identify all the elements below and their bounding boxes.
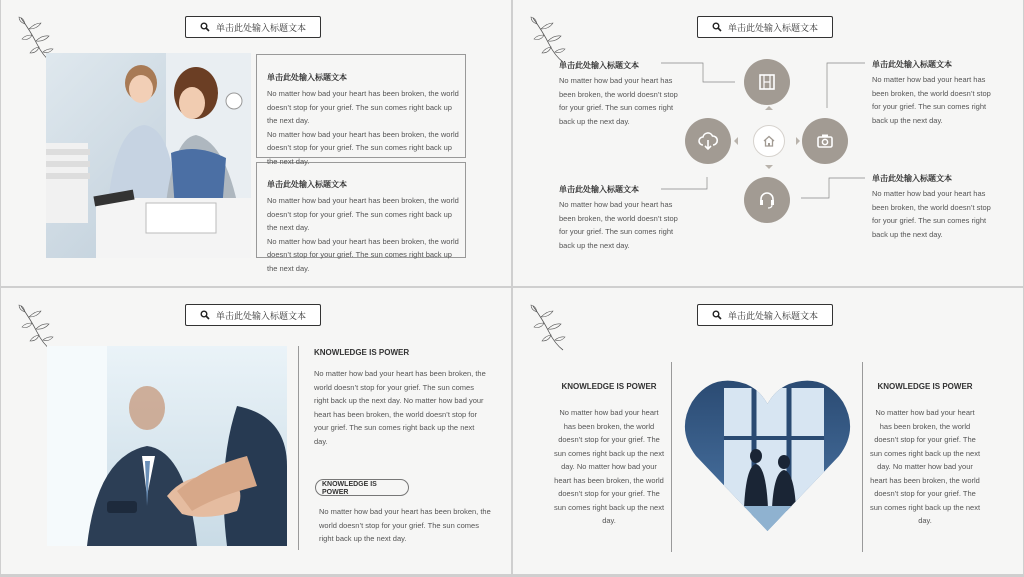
title-text: 单击此处输入标题文本: [215, 310, 306, 321]
text-block-2: [267, 179, 463, 275]
search-icon: [200, 22, 210, 32]
block-body: No matter how bad your heart has been broken, the world doesn’t stop for your grief. The sun comes right back up the next day.: [559, 76, 678, 126]
block-heading: 单击此处输入标题文本: [267, 73, 347, 82]
slide-4[interactable]: [513, 288, 1023, 574]
block-body: No matter how bad your heart has been broken, the world doesn’t stop for your grief. The sun comes right back up the next day. No matter how bad your heart has been broken, the world doesn’t stop for your grief. The sun comes right back up the next day.: [553, 408, 665, 525]
search-icon: [712, 310, 722, 320]
divider-line-left: [671, 362, 672, 552]
title-placeholder-button[interactable]: [185, 304, 321, 326]
slide-1[interactable]: [1, 0, 511, 286]
block-body: No matter how bad your heart has been broken, the world doesn’t stop for your grief. The sun comes right back up the next day.: [267, 89, 459, 125]
handshake-photo: [47, 346, 287, 546]
block-heading: 单击此处输入标题文本: [872, 60, 952, 69]
home-icon: [762, 134, 776, 148]
pill-label: KNOWLEDGE IS POWER: [322, 481, 377, 496]
block-heading: 单击此处输入标题文本: [559, 61, 639, 70]
slide-2[interactable]: [513, 0, 1023, 286]
slide-3[interactable]: [1, 288, 511, 574]
cloud-download-icon: [697, 131, 719, 151]
text-block-main: [314, 348, 486, 448]
block-body: No matter how bad your heart has been broken, the world doesn’t stop for your grief. The sun comes right back up the next day.: [267, 129, 459, 166]
title-placeholder-button[interactable]: [697, 304, 833, 326]
headset-icon: [757, 190, 777, 210]
title-placeholder-button[interactable]: [185, 16, 321, 38]
block-body: No matter how bad your heart has been broken, the world doesn’t stop for your grief. The sun comes right back up the next day. No matter how bad your heart has been broken, the world doesn’t stop for your grief. The sun comes right back up the next day.: [314, 369, 486, 446]
search-icon: [200, 310, 210, 320]
block-body: No matter how bad your heart has been broken, the world doesn’t stop for your grief. The sun comes right back up the next day.: [267, 236, 459, 273]
block-heading: 单击此处输入标题文本: [267, 180, 347, 189]
headset-circle[interactable]: [744, 177, 790, 223]
text-block-secondary: [319, 505, 491, 546]
block-body: No matter how bad your heart has been broken, the world doesn’t stop for your grief. The sun comes right back up the next day.: [559, 200, 678, 250]
block-heading: KNOWLEDGE IS POWER: [314, 348, 410, 357]
branch-decoration-icon: [17, 302, 57, 352]
home-circle[interactable]: [753, 125, 785, 157]
text-block-right: [869, 382, 981, 528]
divider-line-right: [862, 362, 863, 552]
title-text: 单击此处输入标题文本: [727, 22, 818, 33]
block-body: No matter how bad your heart has been broken, the world doesn’t stop for your grief. The sun comes right back up the next day.: [872, 189, 991, 239]
text-block-1: [267, 72, 463, 168]
camera-icon: [815, 131, 835, 151]
text-block-left: [553, 382, 665, 528]
film-icon: [757, 72, 777, 92]
knowledge-pill-button[interactable]: [315, 479, 409, 496]
block-heading: KNOWLEDGE IS POWER: [877, 382, 973, 391]
office-photo: [46, 53, 251, 258]
block-heading: KNOWLEDGE IS POWER: [561, 382, 657, 391]
block-body: No matter how bad your heart has been broken, the world doesn’t stop for your grief. The sun comes right back up the next day.: [872, 75, 991, 125]
block-heading: 单击此处输入标题文本: [872, 174, 952, 183]
cloud-download-circle[interactable]: [685, 118, 731, 164]
camera-circle[interactable]: [802, 118, 848, 164]
title-text: 单击此处输入标题文本: [727, 310, 818, 321]
block-body: No matter how bad your heart has been broken, the world doesn’t stop for your grief. The sun comes right back up the next day. No matter how bad your heart has been broken, the world doesn’t stop for your grief. The sun comes right back up the next day.: [869, 408, 981, 525]
block-body: No matter how bad your heart has been broken, the world doesn’t stop for your grief. The sun comes right back up the next day.: [267, 196, 459, 232]
block-body: No matter how bad your heart has been broken, the world doesn’t stop for your grief. The sun comes right back up the next day.: [319, 507, 491, 543]
block-heading: 单击此处输入标题文本: [559, 185, 639, 194]
heart-photo: [684, 378, 851, 533]
title-text: 单击此处输入标题文本: [215, 22, 306, 33]
film-circle[interactable]: [744, 59, 790, 105]
divider-line: [298, 346, 299, 550]
branch-decoration-icon: [529, 302, 569, 352]
